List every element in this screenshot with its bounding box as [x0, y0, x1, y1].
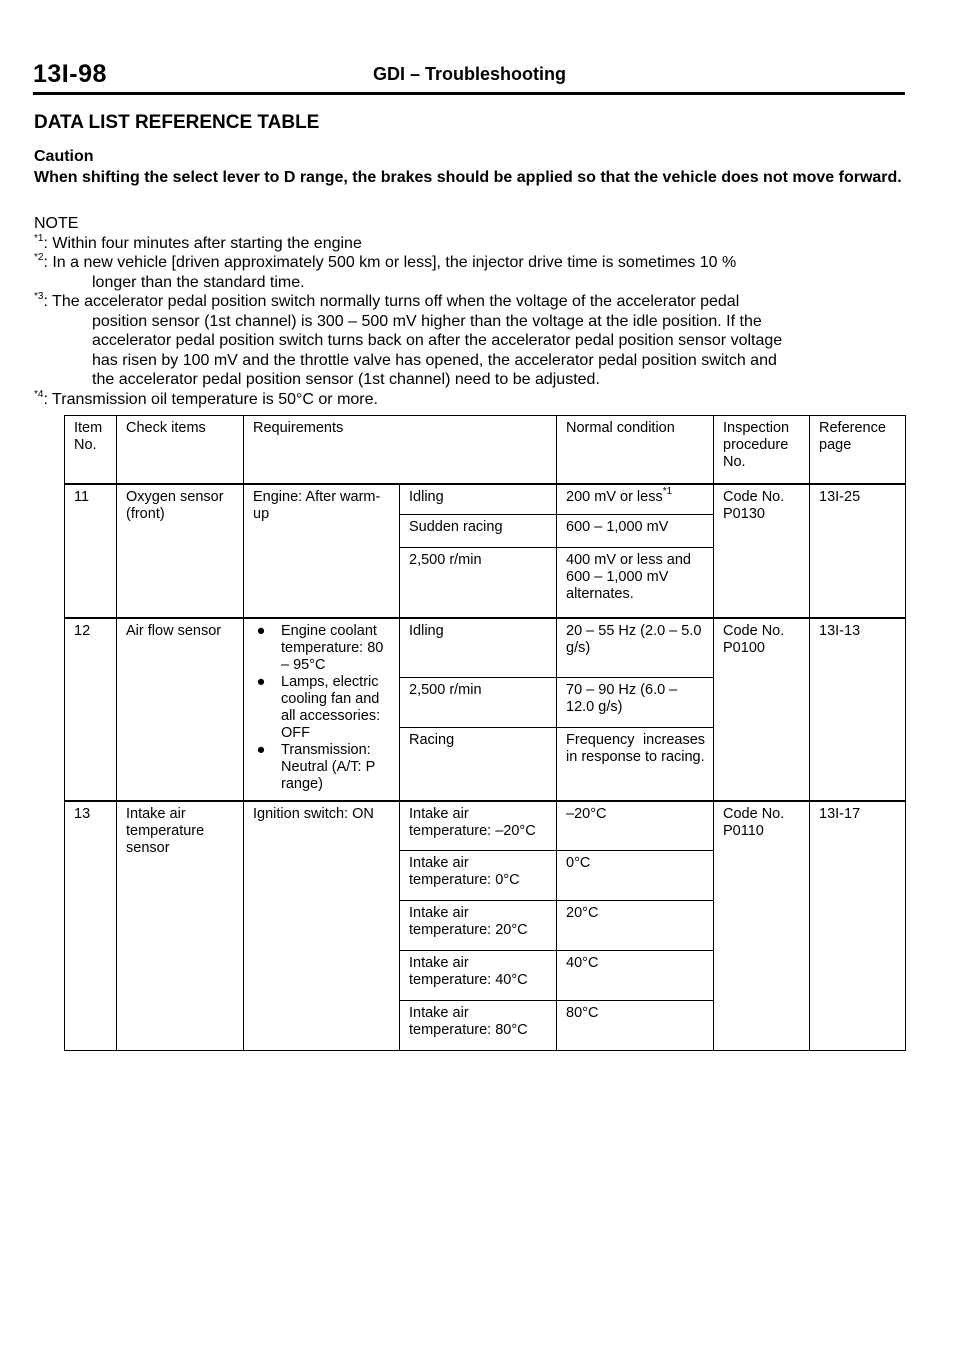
condition-cell: 2,500 r/min	[400, 548, 557, 618]
table-row	[65, 484, 906, 515]
bullet-text: Lamps, electric cooling fan and all accessories: OFF	[281, 673, 381, 741]
requirement-cell: Engine: After warm-up	[244, 484, 400, 618]
page-title: GDI – Troubleshooting	[373, 64, 566, 84]
note-block	[34, 214, 906, 409]
normal-condition-cell: 70 – 90 Hz (6.0 – 12.0 g/s)	[557, 678, 714, 728]
normal-condition-cell: 80°C	[557, 1001, 714, 1051]
normal-condition-cell: –20°C	[557, 801, 714, 851]
bullet-icon: ●	[256, 741, 266, 758]
condition-cell: Idling	[400, 484, 557, 515]
note-3-cont-2: accelerator pedal position switch turns back on after the accelerator pedal position sensor voltage	[92, 332, 783, 349]
bullet-icon: ●	[256, 673, 266, 690]
reference-page-cell: 13I-13	[810, 618, 906, 801]
footnote-mark-3: *3	[34, 291, 44, 302]
requirement-bullet	[253, 674, 391, 742]
condition-cell: Intake air temperature: 20°C	[400, 901, 557, 951]
footnote-mark-4: *4	[34, 388, 44, 400]
condition-cell: Idling	[400, 618, 557, 678]
note-3-cont-4: the accelerator pedal position sensor (1st channel) need to be adjusted.	[92, 371, 600, 388]
table-row	[65, 618, 906, 678]
normal-value: 200 mV or less	[566, 488, 663, 505]
item-no-cell: 12	[65, 618, 117, 801]
item-no-cell: 13	[65, 801, 117, 1051]
bullet-icon: ●	[256, 622, 266, 639]
caution-heading: Caution	[34, 148, 94, 165]
inspection-cell: Code No. P0100	[714, 618, 810, 801]
item-no-cell: 11	[65, 484, 117, 618]
header-inspection-procedure: Inspection procedure No.	[714, 416, 810, 484]
condition-cell: Intake air temperature: 40°C	[400, 951, 557, 1001]
normal-condition-cell: 20°C	[557, 901, 714, 951]
note-3-cont-1: position sensor (1st channel) is 300 – 500 mV higher than the voltage at the idle position. If the	[92, 312, 762, 330]
section-title: DATA LIST REFERENCE TABLE	[34, 112, 320, 133]
normal-condition-cell: 40°C	[557, 951, 714, 1001]
normal-condition-cell: 400 mV or less and 600 – 1,000 mV alternates.	[557, 548, 714, 618]
footnote-ref: *1	[662, 485, 673, 497]
header-normal-condition: Normal condition	[557, 416, 714, 484]
requirement-bullet	[253, 623, 391, 674]
note-1	[34, 234, 906, 254]
footnote-mark-2: *2	[34, 252, 44, 263]
note-2-text: : In a new vehicle [driven approximately 500 km or less], the injector drive time is sometimes 10 %	[43, 254, 737, 271]
caution-text: When shifting the select lever to D range, the brakes should be applied so that the vehicle does not move forward.	[34, 169, 902, 186]
condition-cell: Sudden racing	[400, 515, 557, 548]
table-row	[65, 801, 906, 851]
note-4	[34, 390, 906, 410]
header-requirements: Requirements	[244, 416, 557, 484]
normal-condition-cell: 600 – 1,000 mV	[557, 515, 714, 548]
normal-condition-cell	[557, 484, 714, 515]
requirement-cell: Ignition switch: ON	[244, 801, 400, 1051]
condition-cell: Intake air temperature: 80°C	[400, 1001, 557, 1051]
table-header-row	[65, 416, 906, 484]
bullet-text: Engine coolant temperature: 80 – 95°C	[281, 622, 384, 673]
note-3-text: : The accelerator pedal position switch normally turns off when the voltage of the accelerator pedal	[43, 293, 740, 310]
check-item-cell: Oxygen sensor (front)	[117, 484, 244, 618]
page-number: 13I-98	[33, 60, 107, 88]
inspection-cell: Code No. P0110	[714, 801, 810, 1051]
requirement-bullet	[253, 742, 391, 793]
check-item-cell: Air flow sensor	[117, 618, 244, 801]
note-3-cont-3: has risen by 100 mV and the throttle valve has opened, the accelerator pedal position switch and	[92, 351, 777, 369]
bullet-text: Transmission: Neutral (A/T: P range)	[281, 741, 376, 792]
condition-cell: Racing	[400, 728, 557, 801]
note-1-text: : Within four minutes after starting the engine	[43, 234, 362, 252]
header-reference-page: Reference page	[810, 416, 906, 484]
page-header	[33, 60, 905, 95]
normal-condition-cell: 20 – 55 Hz (2.0 – 5.0 g/s)	[557, 618, 714, 678]
condition-cell: Intake air temperature: –20°C	[400, 801, 557, 851]
reference-page-cell: 13I-17	[810, 801, 906, 1051]
note-2-cont: longer than the standard time.	[92, 273, 305, 291]
reference-page-cell: 13I-25	[810, 484, 906, 618]
normal-condition-cell: 0°C	[557, 851, 714, 901]
footnote-mark-1: *1	[34, 232, 44, 244]
note-2	[34, 253, 906, 273]
check-item-cell: Intake air temperature sensor	[117, 801, 244, 1051]
header-check-items: Check items	[117, 416, 244, 484]
normal-condition-cell: Frequency increases in response to racing.	[557, 728, 714, 801]
condition-cell: Intake air temperature: 0°C	[400, 851, 557, 901]
condition-cell: 2,500 r/min	[400, 678, 557, 728]
requirement-cell	[244, 618, 400, 801]
inspection-cell: Code No. P0130	[714, 484, 810, 618]
header-item-no: Item No.	[65, 416, 117, 484]
note-4-text: : Transmission oil temperature is 50°C or more.	[43, 390, 378, 408]
note-heading: NOTE	[34, 215, 79, 232]
data-list-table	[64, 415, 906, 1051]
note-3	[34, 292, 906, 312]
